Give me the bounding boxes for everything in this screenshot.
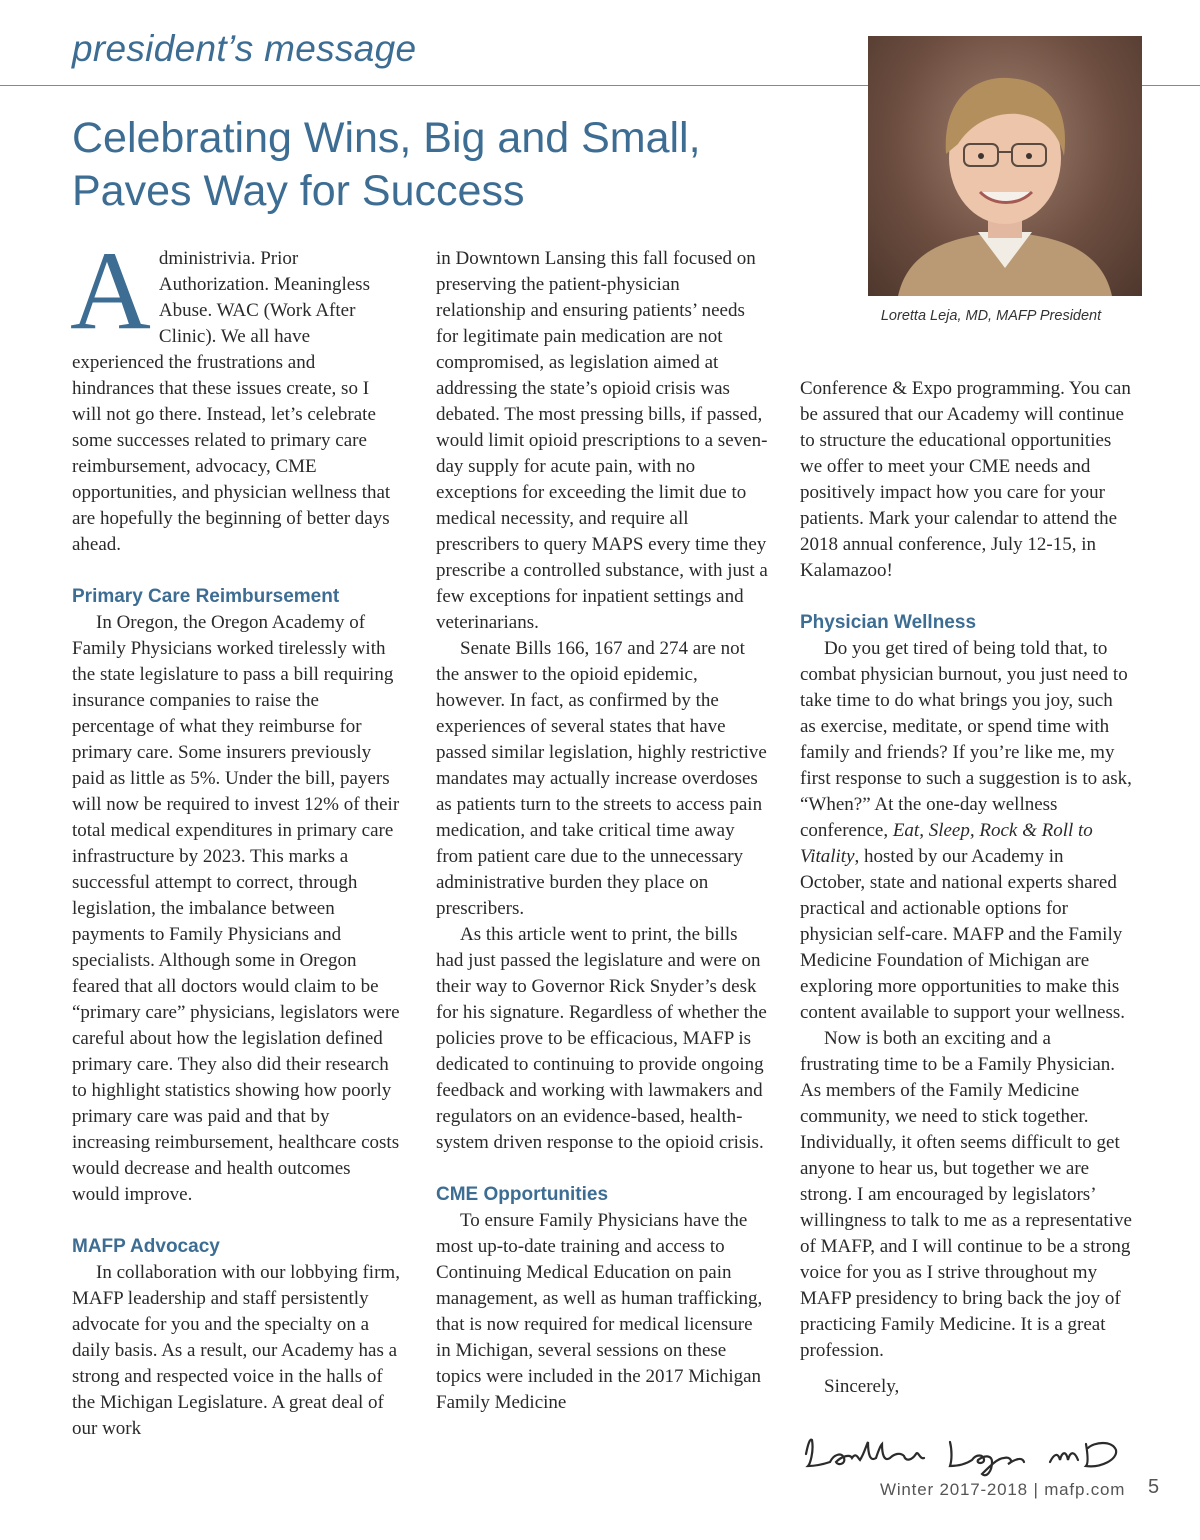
column-2 — [436, 246, 768, 1416]
intro-line-2: Authorization. Meaningless — [158, 274, 370, 295]
column-3 — [800, 376, 1132, 1400]
senate-bills-paragraph: Senate Bills 166, 167 and 274 are not the answer to the opioid epidemic, however. In fact, as confirmed by the experiences of several states that have passed similar legislation, highly restrictive mandates may actually increase overdoses as patients turn to the streets to access pain medication, and take critical time away from patient care due to the unnecessary administrative burden they place on prescribers. — [436, 638, 767, 919]
intro-line-1: dministrivia. Prior — [158, 248, 299, 269]
section-label: president’s message — [72, 28, 417, 69]
footer-issue: Winter 2017-2018 | mafp.com — [880, 1480, 1126, 1499]
wellness-event-title: Eat, Sleep, Rock & Roll to Vitality — [800, 820, 1093, 867]
signoff: Sincerely, — [824, 1376, 900, 1397]
headline-line-1: Celebrating Wins, Big and Small, — [72, 114, 701, 162]
heading-cme-opportunities: CME Opportunities — [436, 1184, 609, 1205]
portrait-illustration — [868, 36, 1142, 296]
headline-line-2: Paves Way for Success — [72, 167, 525, 215]
advocacy-continued: in Downtown Lansing this fall focused on preserving the patient-physician relationship and ensuring patients’ needs for legitimate pain medication are not compromised, as legislation aimed at addressing the state’s opioid crisis was debated. The most pressing bills, if passed, would limit opioid prescriptions to a seven-day supply for acute pain, with no exceptions for exceeding the limit due to medical necessity, and require all prescribers to query MAPS every time they prescribe a controlled substance, with just a few exceptions for inpatient settings and veterinarians. — [436, 248, 768, 633]
signature-graphic — [800, 1424, 1140, 1482]
intro-line-3: Abuse. WAC (Work After — [158, 300, 356, 321]
column-1 — [70, 229, 400, 1442]
author-photo — [868, 36, 1142, 296]
reimbursement-paragraph: In Oregon, the Oregon Academy of Family Physicians worked tirelessly with the state legislature to pass a bill requiring insurance companies to raise the percentage of what they reimburse for primary care. Some insurers previously paid as little as 5%. Under the bill, payers will now be required to invest 12% of their total medical expenditures in primary care infrastructure by 2023. This marks a successful attempt to correct, through legislation, the imbalance between payments to Family Physicians and specialists. Although some in Oregon feared that all doctors would claim to be “primary care” physicians, legislators were careful about how the legislation defined primary care. They also did their research to highlight statistics showing how poorly primary care was paid and that by increasing reimbursement, healthcare costs would decrease and health outcomes would improve. — [72, 612, 400, 1205]
wellness-paragraph — [800, 636, 1132, 1026]
advocacy-paragraph: In collaboration with our lobbying firm, MAFP leadership and staff persistently advocate for you and the specialty on a daily basis. As a result, our Academy has a strong and respected voice in the halls of the Michigan Legislature. A great deal of our work — [72, 1262, 400, 1439]
heading-primary-care-reimbursement: Primary Care Reimbursement — [72, 586, 340, 607]
cme-continued: Conference & Expo programming. You can be assured that our Academy will continue to structure the educational opportunities we offer to meet your CME needs and positively impact how you care for your patients. Mark your calendar to attend the 2018 annual conference, July 12-15, in Kalamazoo! — [800, 378, 1131, 581]
intro-text: Clinic). We all have experienced the frustrations and hindrances that these issues create, so I will not go there. Instead, let’s celebrate some successes related to primary care reimbursement, advocacy, CME opportunities, and physician wellness that are hopefully the beginning of better days ahead. — [72, 326, 391, 555]
wellness-text-after: , hosted by our Academy in October, state and national experts shared practical and actionable options for physician self-care. MAFP and the Family Medicine Foundation of Michigan are exploring more opportunities to make this content available to support your wellness. — [800, 846, 1126, 1023]
photo-caption: Loretta Leja, MD, MAFP President — [880, 308, 1102, 324]
closing-paragraph: Now is both an exciting and a frustrating time to be a Family Physician. As members of the Family Medicine community, we need to stick together. Individually, it often seems difficult to get anyone to hear us, but together we are strong. I am encouraged by legislators’ willingness to talk to me as a representative of MAFP, and I will continue to be a strong voice for you as I strive throughout my MAFP presidency to bring back the joy of practicing Family Medicine. It is a great profession. — [800, 1028, 1132, 1361]
intro-paragraph — [70, 229, 400, 558]
signature — [800, 1424, 1140, 1482]
heading-mafp-advocacy: MAFP Advocacy — [72, 1236, 220, 1257]
wellness-text-before: Do you get tired of being told that, to combat physician burnout, you just need to take time to do what brings you joy, such as exercise, meditate, or spend time with family and friends? If you’re like me, my first response to such a suggestion is to ask, “When?” At the one-day wellness conference, — [800, 638, 1132, 841]
page-number: 5 — [1148, 1476, 1160, 1498]
article-headline — [72, 112, 832, 218]
heading-physician-wellness: Physician Wellness — [800, 612, 977, 633]
cme-paragraph: To ensure Family Physicians have the most up-to-date training and access to Continuing Medical Education on pain management, as well as human trafficking, that is now required for medical licensure in Michigan, several sessions on these topics were included in the 2017 Michigan Family Medicine — [436, 1210, 763, 1413]
print-update-paragraph: As this article went to print, the bills had just passed the legislature and were on their way to Governor Rick Snyder’s desk for his signature. Regardless of whether the policies prove to be efficacious, MAFP is dedicated to continuing to provide ongoing feedback and working with lawmakers and regulators on an evidence-based, health-system driven response to the opioid crisis. — [436, 924, 767, 1153]
drop-cap: A — [70, 229, 151, 353]
